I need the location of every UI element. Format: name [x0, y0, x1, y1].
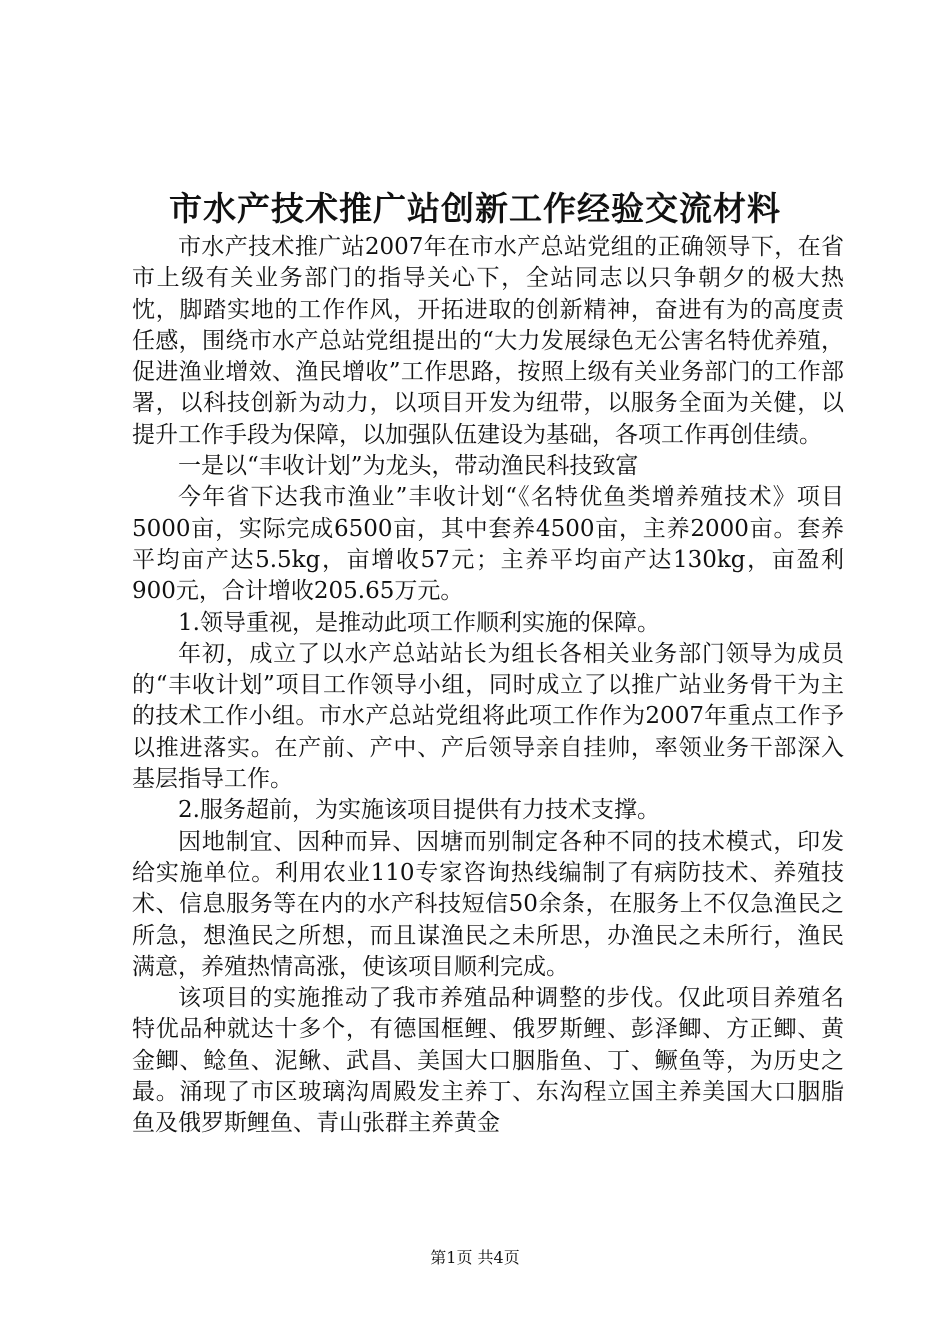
paragraph-intro: 市水产技术推广站2007年在市水产总站党组的正确领导下，在省市上级有关业务部门的指导关心下，全站同志以只争朝夕的极大热忱，脚踏实地的工作作风，开拓进取的创新精神，奋进有为的高度责任感，围绕市水产总站党组提出的“大力发展绿色无公害名特优养殖，促进渔业增效、渔民增收”工作思路，按照上级有关业务部门的工作部署，以科技创新为动力，以项目开发为纽带，以服务全面为关健，以提升工作手段为保障，以加强队伍建设为基础，各项工作再创佳绩。: [132, 234, 844, 448]
section-heading-1: 一是以“丰收计划”为龙头，带动渔民科技致富: [178, 453, 639, 480]
subheading-2: 2.服务超前，为实施该项目提供有力技术支撑。: [178, 797, 660, 824]
document-title: 市水产技术推广站创新工作经验交流材料: [169, 189, 781, 228]
paragraph-species: 该项目的实施推动了我市养殖品种调整的步伐。仅此项目养殖名特优品种就达十多个，有德国框鲤、俄罗斯鲤、彭泽鲫、方正鲫、黄金鲫、鲶鱼、泥鳅、武昌、美国大口胭脂鱼、丁、鳜鱼等，为历史之最。涌现了市区玻璃沟周殿发主养丁、东沟程立国主养美国大口胭脂鱼及俄罗斯鲤鱼、青山张群主养黄金: [132, 985, 844, 1137]
paragraph-service: 因地制宜、因种而异、因塘而别制定各种不同的技术模式，印发给实施单位。利用农业110专家咨询热线编制了有病防技术、养殖技术、信息服务等在内的水产科技短信50余条，在服务上不仅急渔民之所急，想渔民之所想，而且谋渔民之未所思，办渔民之未所行，渔民满意，养殖热情高涨，使该项目顺利完成。: [132, 828, 844, 980]
page-footer: 第1页 共4页: [430, 1248, 520, 1267]
subheading-1: 1.领导重视，是推动此项工作顺利实施的保障。: [178, 609, 660, 636]
paragraph-leadership: 年初，成立了以水产总站站长为组长各相关业务部门领导为成员的“丰收计划”项目工作领导小组，同时成立了以推广站业务骨干为主的技术工作小组。市水产总站党组将此项工作作为2007年重点工作予以推进落实。在产前、产中、产后领导亲自挂帅，率领业务干部深入基层指导工作。: [132, 640, 844, 793]
paragraph-harvest-plan: 今年省下达我市渔业”丰收计划“《名特优鱼类增养殖技术》项目5000亩，实际完成6500亩，其中套养4500亩，主养2000亩。套养平均亩产达5.5kg，亩增收57元；主养平均亩产达130kg，亩盈利900元，合计增收205.65万元。: [132, 484, 844, 605]
document-body: [132, 232, 844, 1140]
